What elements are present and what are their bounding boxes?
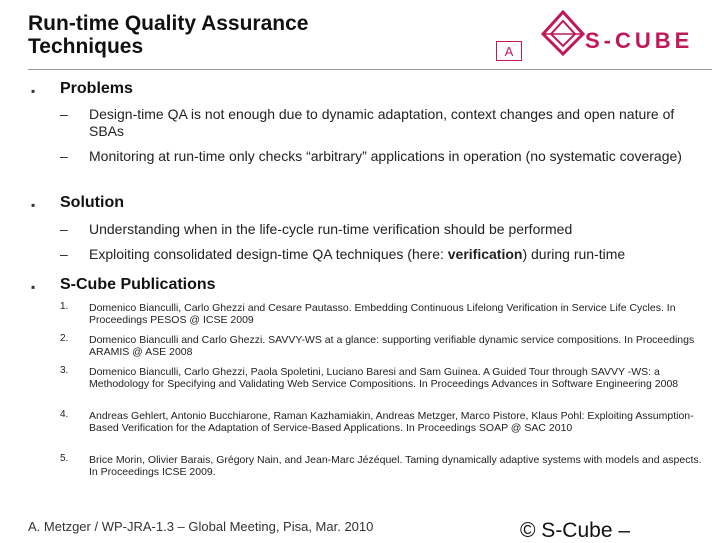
footer-text: A. Metzger / WP-JRA-1.3 – Global Meeting, Pisa, Mar. 2010: [28, 519, 374, 534]
solution-item-2-before: Exploiting consolidated design-time QA techniques (here:: [89, 246, 448, 262]
solution-item-2-after: ) during run-time: [522, 246, 626, 262]
copyright-text: © S-Cube –: [520, 519, 631, 542]
publication-number: 2.: [60, 333, 69, 344]
publication-number: 4.: [60, 409, 69, 420]
solution-item-1: Understanding when in the life-cycle run-time verification should be performed: [89, 221, 573, 237]
badge-a: A: [496, 41, 522, 61]
publication-item-2: Domenico Bianculli and Carlo Ghezzi. SAVVY-WS at a glance: supporting verifiable dynamic service compositions. In Proceedings ARAMIS @ ASE 2008: [89, 334, 695, 358]
slide-title: [28, 12, 308, 58]
dash-marker: –: [60, 221, 68, 237]
dash-marker: –: [60, 106, 68, 122]
bullet-marker: ▪: [31, 280, 36, 294]
publication-item-3: Domenico Bianculli, Carlo Ghezzi, Paola Spoletini, Luciano Baresi and Sam Guinea. A Guided Tour through SAVVY -WS: a Methodology for Specifying and Validating Web Service Compositions. In Proceedings Advances in Software Engineering 2008: [89, 366, 679, 390]
solution-item-2: [89, 246, 709, 263]
publication-item-4: Andreas Gehlert, Antonio Bucchiarone, Raman Kazhamiakin, Andreas Metzger, Marco Pistore, Klaus Pohl: Exploiting Assumption-Based Verification for the Adaptation of Service-Based Applications. In Proceedings SOAP @ SAC 2010: [89, 410, 694, 434]
slide-title-line1: Run-time Quality Assurance: [28, 12, 309, 35]
bullet-marker: ▪: [31, 84, 36, 98]
heading-solution: Solution: [60, 194, 124, 211]
s-cube-logo-icon: [535, 6, 591, 58]
problem-item-2: Monitoring at run-time only checks “arbitrary” applications in operation (no systematic coverage): [89, 148, 682, 164]
dash-marker: –: [60, 148, 68, 164]
publication-item-1: Domenico Bianculli, Carlo Ghezzi and Cesare Pautasso. Embedding Continuous Lifelong Verification in Service Life Cycles. In Proceedings PESOS @ ICSE 2009: [89, 302, 676, 326]
solution-item-2-emphasis: verification: [447, 246, 523, 262]
slide-title-line2: Techniques: [28, 35, 144, 58]
logo-text: S-CUBE: [585, 28, 694, 53]
dash-marker: –: [60, 246, 68, 262]
bullet-marker: ▪: [31, 198, 36, 212]
heading-publications: S-Cube Publications: [60, 276, 216, 293]
publication-item-5: Brice Morin, Olivier Barais, Grégory Nain, and Jean-Marc Jézéquel. Taming dynamically adaptive systems with models and aspects. In Proceedings ICSE 2009.: [89, 454, 702, 478]
heading-problems: Problems: [60, 80, 133, 97]
publication-number: 1.: [60, 301, 69, 312]
publication-number: 3.: [60, 365, 69, 376]
publication-number: 5.: [60, 453, 69, 464]
header-divider: [28, 69, 712, 70]
problem-item-1: Design-time QA is not enough due to dynamic adaptation, context changes and open nature of SBAs: [89, 106, 675, 139]
